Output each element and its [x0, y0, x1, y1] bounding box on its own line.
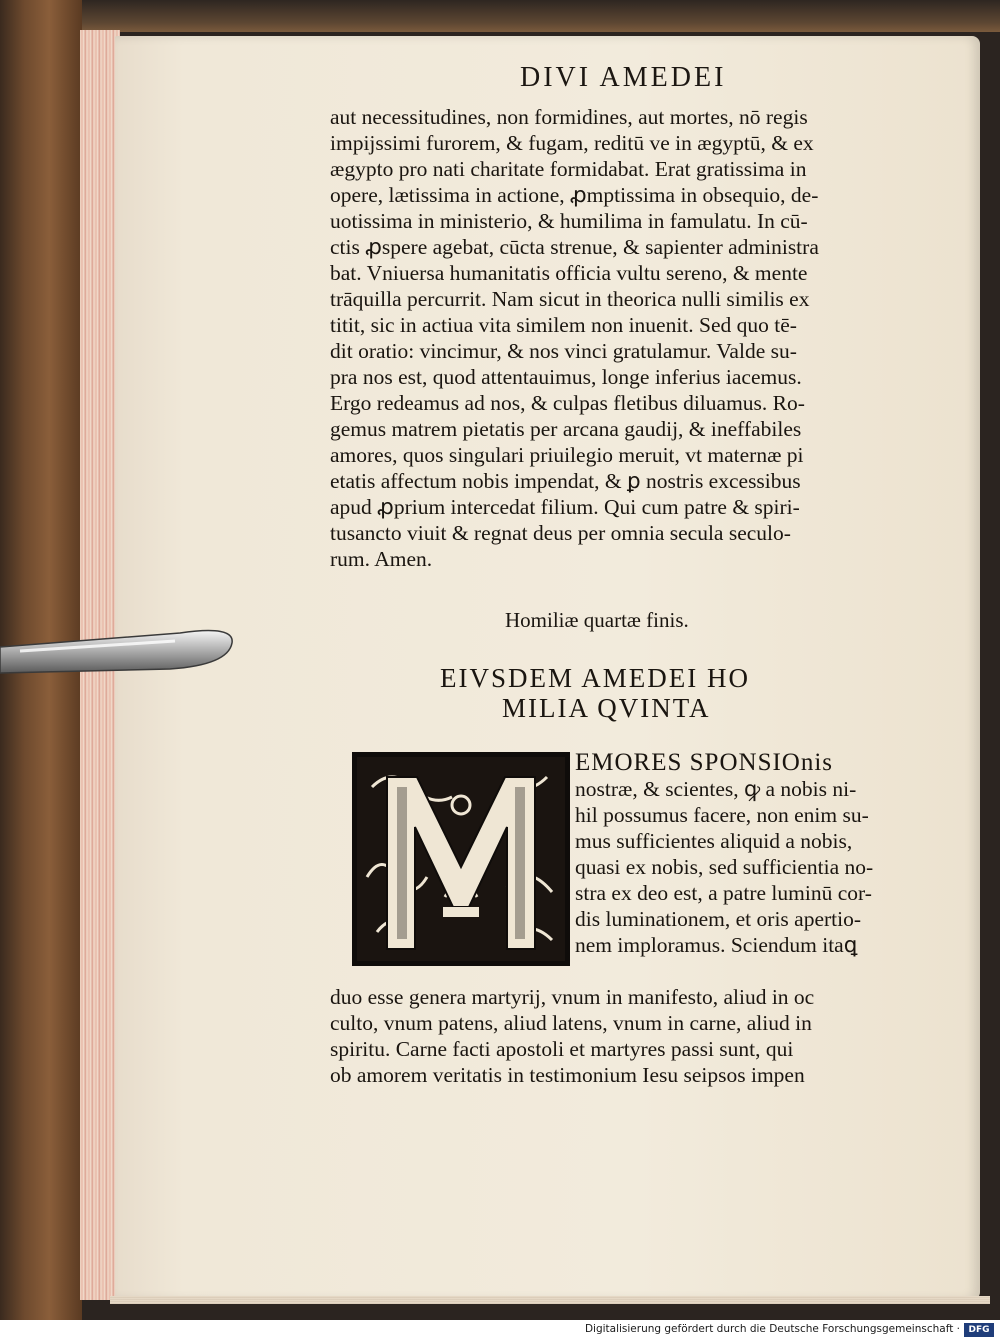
text-line: ctis ꝓspere agebat, cūcta strenue, & sapienter administra — [330, 235, 819, 259]
homily-end-line: Homiliæ quartæ finis. — [505, 608, 689, 632]
text-line: nem imploramus. Sciendum itaꝗ — [575, 933, 858, 957]
decorated-initial — [352, 752, 570, 966]
text-line: aut necessitudines, non formidines, aut mortes, nō regis — [330, 105, 808, 129]
homily-title-line: EIVSDEM AMEDEI HO — [440, 663, 750, 693]
text-line: impijssimi furorem, & fugam, reditū ve in ægyptū, & ex — [330, 131, 814, 155]
text-line: spiritu. Carne facti apostoli et martyres passi sunt, qui — [330, 1037, 794, 1061]
ornament-initial-m-icon — [357, 757, 565, 961]
body-text-continued — [330, 984, 930, 1088]
text-line: apud ꝓprium intercedat filium. Qui cum patre & spiri- — [330, 495, 800, 519]
text-line: duo esse genera martyrij, vnum in manifesto, aliud in oc — [330, 985, 815, 1009]
text-line: stra ex deo est, a patre luminū cor- — [575, 881, 872, 905]
text-line: nostræ, & scientes, ꝙ a nobis ni- — [575, 777, 857, 801]
text-line: uotissima in ministerio, & humilima in famulatu. In cū- — [330, 209, 808, 233]
text-line: Ergo redeamus ad nos, & culpas fletibus diluamus. Ro- — [330, 391, 805, 415]
text-line: opere, lætissima in actione, ꝓmptissima in obsequio, de- — [330, 183, 819, 207]
text-line: etatis affectum nobis impendat, & ꝑ nostris excessibus — [330, 469, 801, 493]
text-line: ægypto pro nati charitate formidabat. Erat gratissima in — [330, 157, 807, 181]
text-line: ob amorem veritatis in testimonium Iesu seipsos impen — [330, 1063, 805, 1087]
text-line: titit, sic in actiua vita similem non inuenit. Sed quo tē- — [330, 313, 797, 337]
homily-title — [440, 663, 840, 723]
text-line: quasi ex nobis, sed sufficientia no- — [575, 855, 874, 879]
glass-pointer-icon — [0, 625, 240, 685]
text-line: trāquilla percurrit. Nam sicut in theorica nulli similis ex — [330, 287, 810, 311]
book-cover-top — [0, 0, 1000, 32]
text-line: culto, vnum patens, aliud latens, vnum in carne, aliud in — [330, 1011, 812, 1035]
footer-bar — [0, 1320, 1000, 1340]
text-line: dis luminationem, et oris apertio- — [575, 907, 862, 931]
text-line: amores, quos singulari priuilegio meruit, vt maternæ pi — [330, 443, 804, 467]
dfg-logo: DFG — [964, 1323, 994, 1337]
text-line: mus sufficientes aliquid a nobis, — [575, 829, 853, 853]
text-line: gemus matrem pietatis per arcana gaudij, & ineffabiles — [330, 417, 802, 441]
page-bottom-edge — [110, 1296, 990, 1304]
text-line: rum. Amen. — [330, 547, 433, 571]
text-line: bat. Vniuersa humanitatis officia vultu sereno, & mente — [330, 261, 808, 285]
footer-credit: Digitalisierung gefördert durch die Deutsche Forschungsgemeinschaft · — [584, 1323, 960, 1335]
running-head: DIVI AMEDEI — [520, 62, 727, 93]
text-line: pra nos est, quod attentauimus, longe inferius iacemus. — [330, 365, 802, 389]
body-text — [330, 104, 930, 572]
text-line: dit oratio: vincimur, & nos vinci gratulamur. Valde su- — [330, 339, 797, 363]
text-line: tusancto viuit & regnat deus per omnia secula seculo- — [330, 521, 791, 545]
initial-paragraph — [575, 750, 935, 958]
text-line: hil possumus facere, non enim su- — [575, 803, 869, 827]
text-line: EMORES SPONSIOnis — [575, 749, 834, 776]
homily-title-line: MILIA QVINTA — [502, 693, 711, 723]
